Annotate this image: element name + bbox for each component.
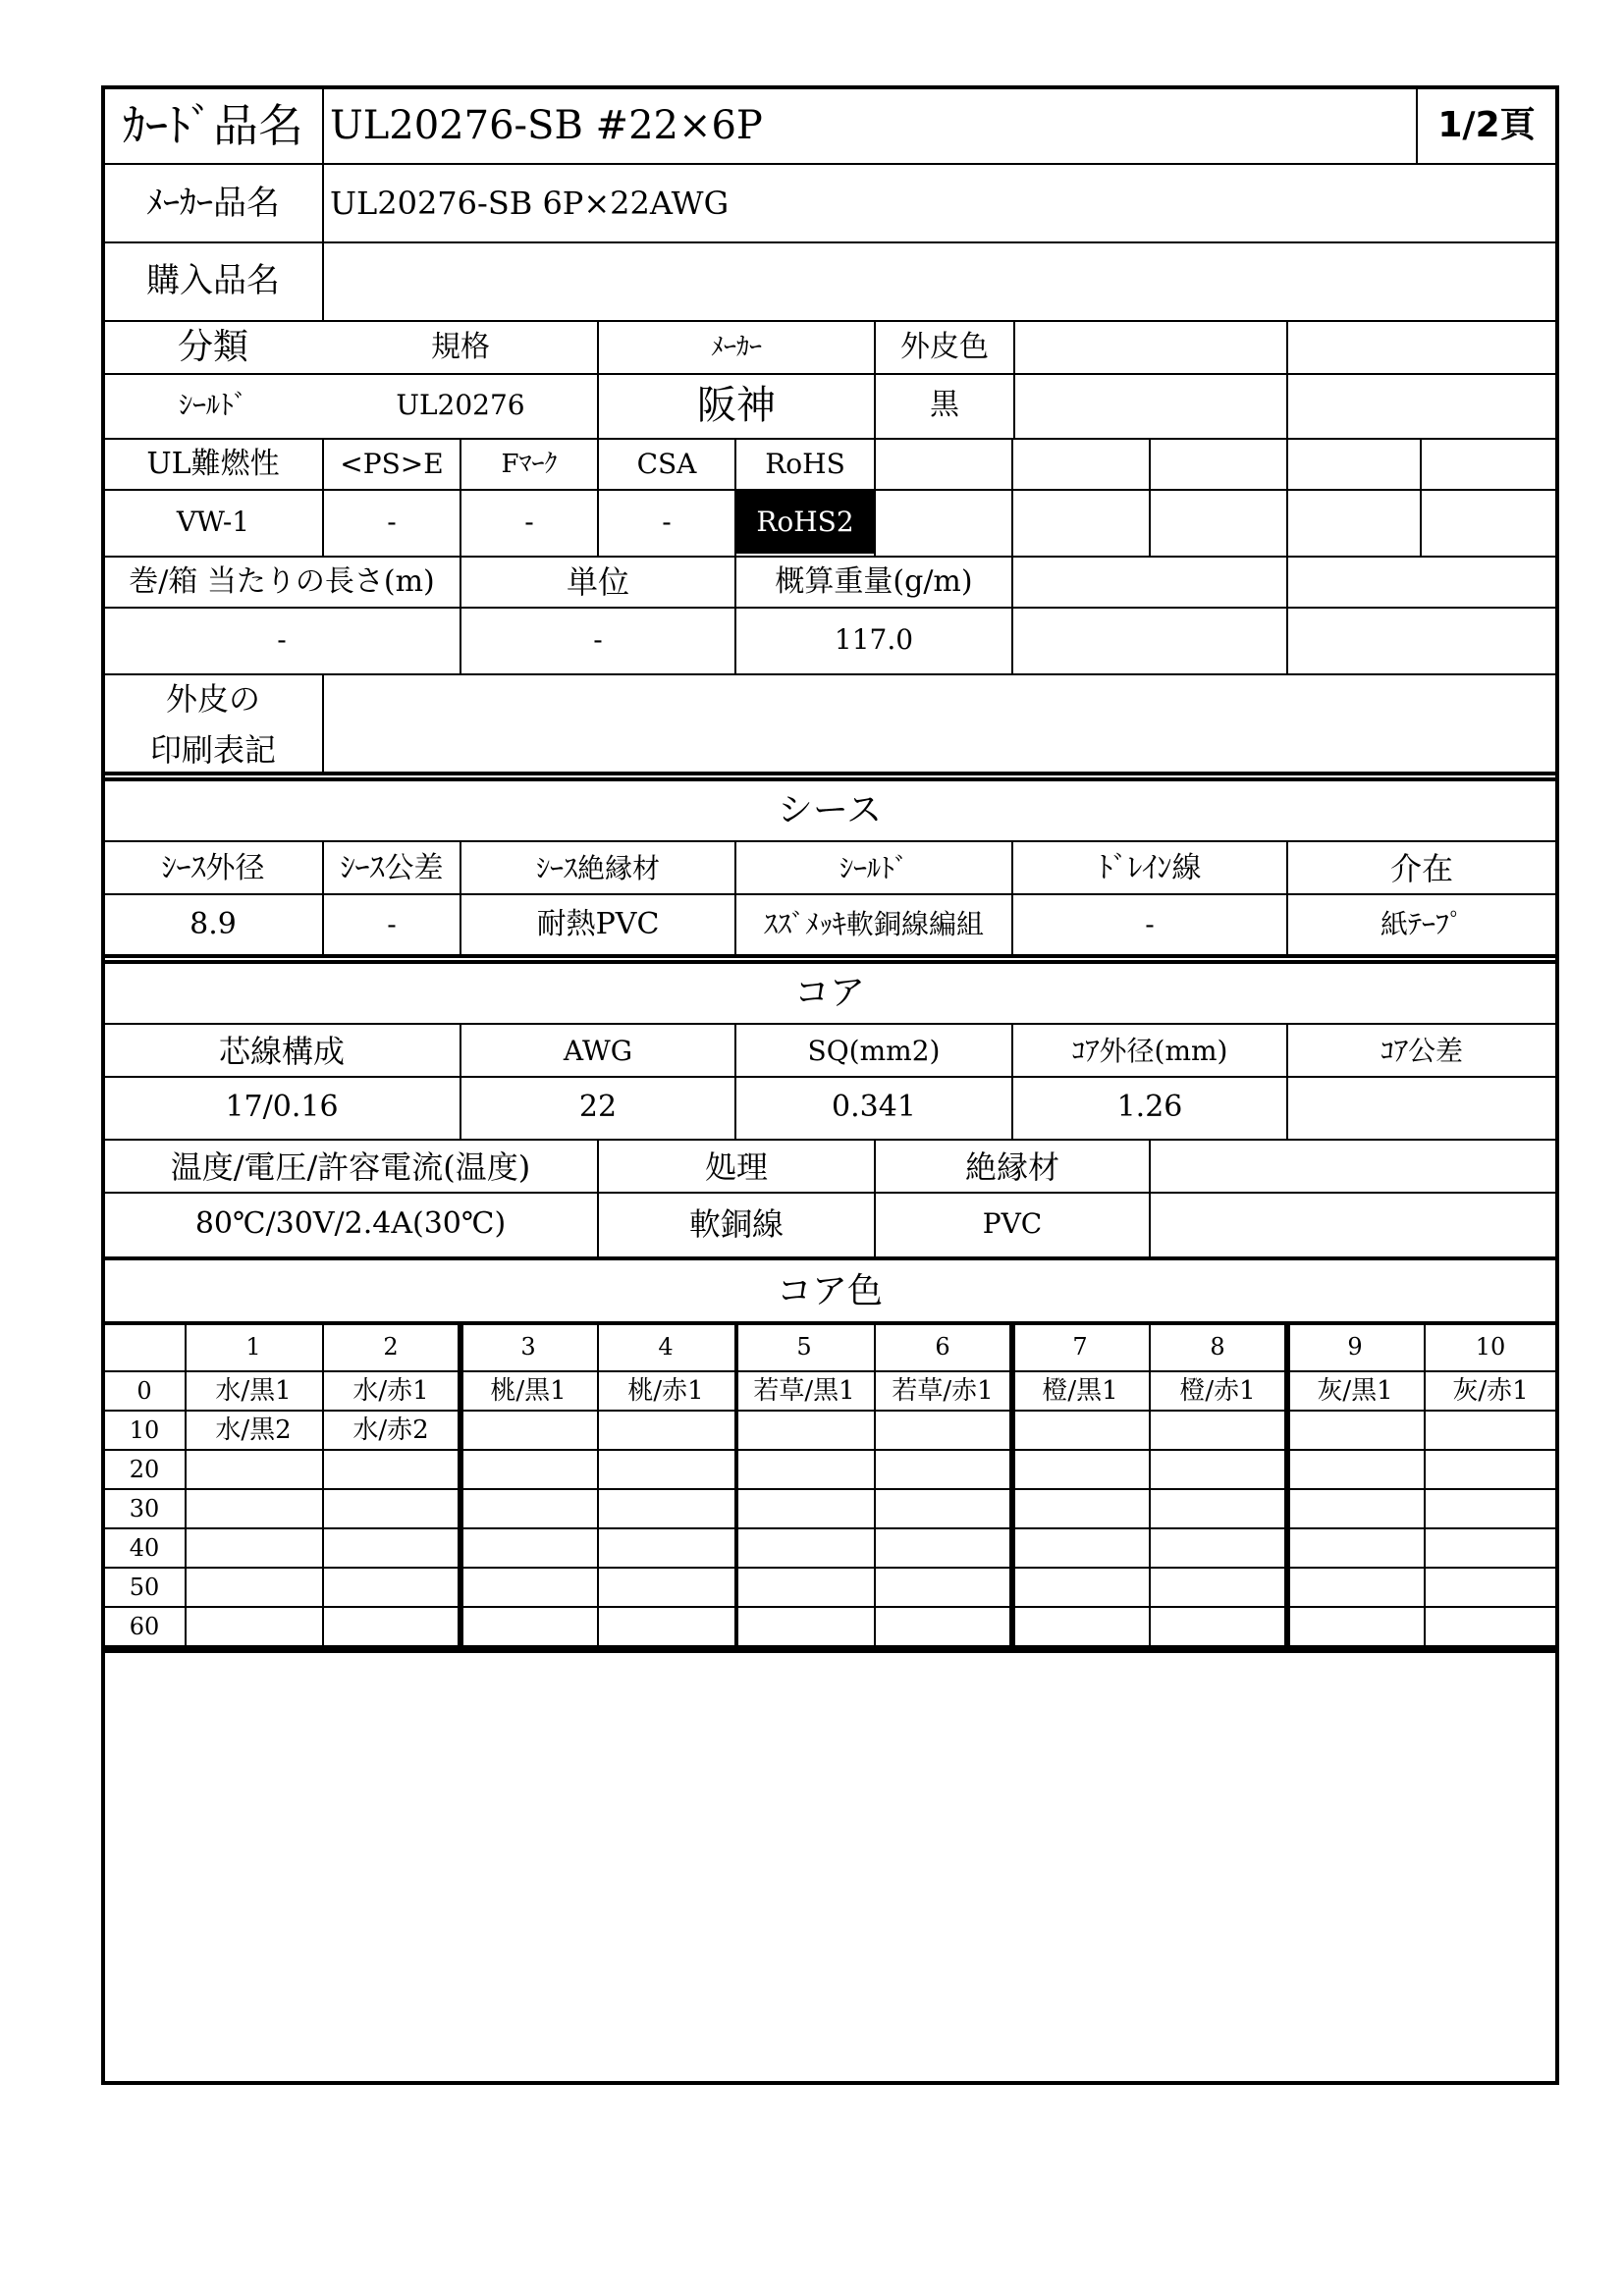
length-blank-header-1: [1013, 558, 1286, 607]
f-mark-value: -: [524, 506, 534, 538]
sheath-tolerance-header: ｼｰｽ公差: [340, 851, 444, 885]
approval-blank-value-4: [1288, 491, 1420, 554]
approval-blank-value-1: [876, 491, 1011, 554]
color-cell: 橙/赤1: [1179, 1376, 1256, 1406]
color-cell: [1426, 1608, 1555, 1645]
pse-header: <PS>E: [340, 448, 444, 480]
color-cell: [1013, 1490, 1147, 1527]
classification-header: 分類: [177, 327, 248, 367]
color-cell: [461, 1412, 595, 1449]
h-rule: [103, 1649, 1557, 1653]
color-cell: [1288, 1490, 1422, 1527]
color-cell: [876, 1569, 1009, 1606]
color-cell: [1013, 1569, 1147, 1606]
color-column-header: 7: [1072, 1333, 1088, 1361]
color-cell: [1013, 1608, 1147, 1645]
sq-header: SQ(mm2): [807, 1035, 941, 1067]
color-cell: 水/赤1: [352, 1376, 429, 1406]
classification-blank-value-1: [1015, 375, 1286, 436]
treatment-value: 軟銅線: [688, 1205, 784, 1243]
length-per-reel-header: 巻/箱 当たりの長さ(m): [129, 564, 435, 599]
h-rule: [103, 1023, 1557, 1025]
color-column-header: 9: [1347, 1333, 1363, 1361]
color-cell: [324, 1569, 458, 1606]
classification-blank-value-2: [1288, 375, 1555, 436]
pse-value: -: [387, 506, 397, 538]
approval-blank-header-2: [1013, 440, 1149, 489]
core-blank-value: [1151, 1194, 1555, 1255]
ul-flame-header: UL難燃性: [146, 447, 280, 481]
color-cell: 橙/黒1: [1042, 1376, 1118, 1406]
color-cell: [1288, 1412, 1422, 1449]
color-row-label: 20: [129, 1456, 160, 1483]
h-rule: [103, 1139, 1557, 1141]
color-cell: 若草/黒1: [753, 1376, 855, 1406]
csa-header: CSA: [636, 448, 697, 480]
color-cell: [461, 1569, 595, 1606]
color-cell: 桃/赤1: [627, 1376, 704, 1406]
color-cell: [461, 1608, 595, 1645]
sheath-insulation-value: 耐熱PVC: [536, 907, 660, 941]
color-row-label: 10: [129, 1416, 160, 1444]
color-column-header: 6: [935, 1333, 950, 1361]
treatment-header: 処理: [704, 1148, 768, 1186]
color-cell: 水/黒2: [215, 1415, 292, 1445]
classification-value: ｼｰﾙﾄﾞ: [178, 389, 247, 421]
color-cell: [1013, 1451, 1147, 1488]
length-blank-value-1: [1013, 609, 1286, 671]
color-cell: 桃/黒1: [490, 1376, 567, 1406]
color-cell: [1288, 1608, 1422, 1645]
sheath-shield-value: ｽｽﾞﾒｯｷ軟銅線編組: [763, 908, 984, 940]
color-cell: [736, 1608, 872, 1645]
color-cell: [736, 1412, 872, 1449]
color-cell: [736, 1451, 872, 1488]
color-column-header: 4: [658, 1333, 674, 1361]
length-per-reel-value: -: [277, 623, 287, 656]
color-cell: [599, 1569, 732, 1606]
approval-blank-value-2: [1013, 491, 1149, 554]
color-column-header: 3: [520, 1333, 536, 1361]
sheath-title: シース: [777, 790, 883, 830]
color-cell: [187, 1529, 320, 1567]
color-cell: [1426, 1569, 1555, 1606]
sheath-od-value: 8.9: [189, 907, 237, 941]
color-cell: [736, 1529, 872, 1567]
weight-value: 117.0: [834, 623, 914, 656]
color-row-label: 0: [136, 1377, 152, 1405]
color-cell: [1013, 1412, 1147, 1449]
standard-value: UL20276: [396, 389, 525, 421]
color-cell: [1151, 1412, 1284, 1449]
color-cell: [461, 1490, 595, 1527]
unit-header: 単位: [566, 563, 629, 601]
color-cell: 灰/赤1: [1452, 1376, 1529, 1406]
color-cell: [187, 1569, 320, 1606]
maker-header: ﾒｰｶｰ: [710, 333, 762, 362]
print-marking-value: [324, 675, 1555, 772]
length-blank-header-2: [1288, 558, 1555, 607]
color-cell: [599, 1608, 732, 1645]
color-row-label: 30: [129, 1495, 160, 1522]
drain-wire-header: ﾄﾞﾚｲﾝ線: [1098, 851, 1202, 885]
insulation-value: PVC: [982, 1207, 1043, 1240]
approval-blank-header-3: [1151, 440, 1286, 489]
color-column-header: 1: [245, 1333, 261, 1361]
color-cell: [1013, 1529, 1147, 1567]
sq-value: 0.341: [832, 1090, 916, 1124]
sheath-shield-header: ｼｰﾙﾄﾞ: [839, 852, 908, 884]
purchase-name-value: [324, 243, 1555, 318]
approval-blank-header-4: [1288, 440, 1420, 489]
weight-header: 概算重量(g/m): [775, 564, 973, 599]
approval-blank-value-5: [1422, 491, 1555, 554]
card-name-value: UL20276-SB #22×6P: [330, 103, 763, 148]
color-column-header: 2: [383, 1333, 399, 1361]
classification-blank-header-1: [1015, 322, 1286, 373]
rohs-value: RoHS2: [736, 491, 874, 554]
color-row-label: 60: [129, 1613, 160, 1640]
purchase-name-label: 購入品名: [146, 261, 280, 300]
conductor-construction-header: 芯線構成: [218, 1033, 345, 1070]
color-cell: [1151, 1490, 1284, 1527]
awg-value: 22: [578, 1090, 618, 1124]
h-rule: [103, 772, 1557, 775]
color-cell: 水/黒1: [215, 1376, 292, 1406]
color-cell: [1288, 1529, 1422, 1567]
color-cell: [324, 1529, 458, 1567]
color-cell: [187, 1608, 320, 1645]
color-cell: [876, 1608, 1009, 1645]
color-cell: [1426, 1529, 1555, 1567]
color-column-header: 10: [1475, 1333, 1506, 1361]
core-od-header: ｺｱ外径(mm): [1071, 1035, 1228, 1067]
drain-wire-value: -: [1145, 908, 1155, 940]
maker-name-value: UL20276-SB 6P×22AWG: [330, 185, 730, 222]
filler-value: 紙ﾃｰﾌﾟ: [1380, 908, 1463, 940]
card-name-label: ｶｰﾄﾞ品名: [123, 99, 303, 152]
color-cell: 水/赤2: [352, 1415, 429, 1445]
color-cell: [324, 1608, 458, 1645]
h-rule: [103, 1256, 1557, 1260]
approval-blank-value-3: [1151, 491, 1286, 554]
color-row-label: 50: [129, 1574, 160, 1601]
color-cell: [599, 1490, 732, 1527]
rating-header: 温度/電圧/許容電流(温度): [170, 1148, 531, 1186]
color-cell: [1288, 1569, 1422, 1606]
core-color-title: コア色: [776, 1271, 883, 1311]
color-cell: 灰/黒1: [1317, 1376, 1393, 1406]
color-cell: [599, 1451, 732, 1488]
color-cell: [1151, 1451, 1284, 1488]
rating-value: 80℃/30V/2.4A(30℃): [194, 1206, 507, 1241]
core-blank-header: [1151, 1143, 1555, 1192]
color-cell: [1426, 1451, 1555, 1488]
filler-header: 介在: [1389, 850, 1453, 887]
approval-blank-header-1: [876, 440, 1011, 489]
color-cell: [876, 1490, 1009, 1527]
classification-blank-header-2: [1288, 322, 1555, 373]
core-od-value: 1.26: [1116, 1090, 1183, 1124]
print-marking-label-line2: 印刷表記: [149, 731, 276, 769]
jacket-color-value: 黒: [930, 388, 959, 422]
rohs-header: RoHS: [765, 448, 845, 480]
conductor-construction-value: 17/0.16: [225, 1090, 339, 1124]
color-cell: [1426, 1490, 1555, 1527]
sheath-tolerance-value: -: [387, 908, 397, 940]
color-cell: [1151, 1569, 1284, 1606]
color-cell: [324, 1451, 458, 1488]
awg-header: AWG: [563, 1035, 633, 1067]
unit-value: -: [593, 623, 603, 656]
color-cell: [1426, 1412, 1555, 1449]
color-cell: [187, 1451, 320, 1488]
color-cell: [599, 1412, 732, 1449]
color-cell: [461, 1451, 595, 1488]
color-cell: [1151, 1529, 1284, 1567]
color-column-header: 8: [1210, 1333, 1225, 1361]
color-cell: [461, 1529, 595, 1567]
csa-value: -: [662, 506, 672, 538]
color-cell: [599, 1529, 732, 1567]
sheath-od-header: ｼｰｽ外径: [161, 851, 265, 885]
standard-header: 規格: [431, 330, 490, 364]
page-number: 1/2頁: [1437, 105, 1536, 145]
color-cell: [876, 1529, 1009, 1567]
color-cell: [187, 1490, 320, 1527]
color-cell: [876, 1412, 1009, 1449]
approval-blank-header-5: [1422, 440, 1555, 489]
color-column-header: 5: [796, 1333, 812, 1361]
core-tolerance-header: ｺｱ公差: [1380, 1035, 1463, 1067]
jacket-color-header: 外皮色: [900, 330, 989, 364]
maker-name-label: ﾒｰｶｰ品名: [146, 184, 280, 223]
color-cell: [324, 1490, 458, 1527]
ul-flame-value: VW-1: [176, 506, 250, 538]
color-cell: [876, 1451, 1009, 1488]
core-tolerance-value: [1288, 1078, 1555, 1137]
color-row-label: 40: [129, 1534, 160, 1562]
color-cell: 若草/赤1: [892, 1376, 994, 1406]
color-cell: [736, 1490, 872, 1527]
core-title: コア: [793, 973, 865, 1013]
f-mark-header: Fﾏｰｸ: [501, 450, 558, 479]
length-blank-value-2: [1288, 609, 1555, 671]
sheath-insulation-header: ｼｰｽ絶縁材: [535, 852, 660, 884]
color-cell: [1151, 1608, 1284, 1645]
color-cell: [1288, 1451, 1422, 1488]
maker-value: 阪神: [697, 383, 776, 428]
color-cell: [736, 1569, 872, 1606]
print-marking-label-line1: 外皮の: [165, 680, 260, 718]
insulation-header: 絶縁材: [964, 1148, 1059, 1186]
